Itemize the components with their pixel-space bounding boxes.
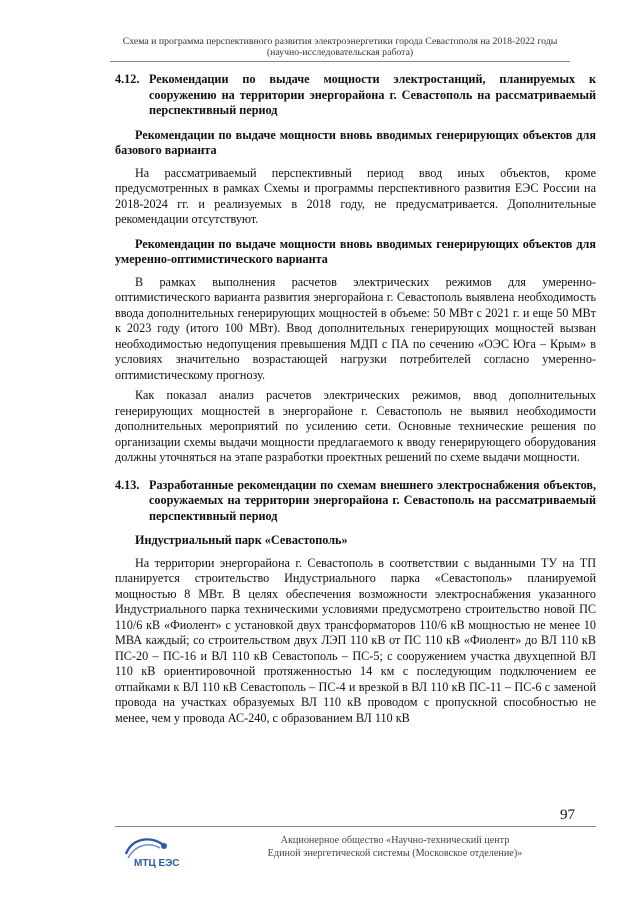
header-title: Схема и программа перспективного развития электроэнергетики города Севастополя на 2018-2022 годы — [122, 36, 558, 47]
paragraph: В рамках выполнения расчетов электрических режимов для умеренно-оптимистического варианта развития энергорайона г. Севастополь выявлена необходимость ввода дополнительных генерирующих мощностей в объеме: 50 МВт с 2021 г. и еще 50 МВт к 2023 году (итого 100 МВт). Ввод дополнительных генерирующих мощностей вызван необходимостью недопущения превышения МДП с ПА по сечению «ОЭС Юга – Крым» в условиях значительно возрастающей нагрузки потребителей согласно умеренно-оптимистическому прогнозу. — [115, 274, 596, 382]
subsection-heading: Рекомендации по выдаче мощности вновь вводимых генерирующих объектов для умеренно-оптимистического варианта — [115, 236, 596, 266]
subsection-heading: Индустриальный парк «Севастополь» — [135, 533, 348, 547]
logo-emblem-icon — [120, 832, 190, 872]
page-content — [115, 72, 596, 731]
header-divider — [110, 61, 570, 62]
footer-organization — [205, 834, 585, 860]
company-logo — [120, 832, 190, 872]
header-subtitle: (научно-исследовательская работа) — [266, 47, 414, 58]
paragraph: На территории энергорайона г. Севастополь в соответствии с выданными ТУ на ТП планируется строительство Индустриального парка «Севастополь» планируемой мощностью 8 МВт. В целях обеспечения возможности электроснабжения указанного Индустриального парка техническими условиями предусмотрено строительство новой ПС 110/6 кВ «Фиолент» с установкой двух трансформаторов 110/6 кВ мощностью не менее 10 МВА каждый; со строительством двух ЛЭП 110 кВ от ПС 110 кВ «Фиолент» до ВЛ 110 кВ ПС-20 – ПС-16 и ВЛ 110 кВ Севастополь – ПС-5; с сооружением участка двухцепной ВЛ 110 кВ ориентировочной протяженностью 14 км с последующим подключением ее отпайками к ВЛ 110 кВ Севастополь – ПС-4 и врезкой в ВЛ 110 кВ ПС-11 – ПС-6 с заменой провода на участках образуемых ВЛ 110 кВ проводом с пропускной способностью не менее, чем у провода АС-240, с образованием ВЛ 110 кВ — [115, 555, 596, 725]
section-title: Рекомендации по выдаче мощности электростанций, планируемых к сооружению на территории энергорайона г. Севастополь на рассматриваемый перспективный период — [149, 72, 596, 117]
section-number: 4.12. — [115, 72, 140, 86]
subsection-heading: Рекомендации по выдаче мощности вновь вводимых генерирующих объектов для базового варианта — [115, 127, 596, 157]
logo-text: МТЦ ЕЭС — [134, 858, 180, 869]
section-heading-4-13 — [115, 478, 596, 525]
page-number: 97 — [560, 807, 575, 823]
paragraph: Как показал анализ расчетов электрических режимов, ввод дополнительных генерирующих мощностей в энергорайоне г. Севастополь не выявил необходимости дополнительных мероприятий по усилению сети. Основные технические решения по организации схемы выдачи мощности предлагаемого к вводу генерирующего оборудования должны уточняться на этапе разработки проектных решений по схеме выдачи мощности. — [115, 388, 596, 464]
footer-line: Единой энергетической системы (Московское отделение)» — [267, 848, 523, 859]
footer-line: Акционерное общество «Научно-технический центр — [280, 835, 510, 846]
footer-divider — [115, 826, 596, 827]
section-heading-4-12 — [115, 72, 596, 119]
section-number: 4.13. — [115, 477, 140, 492]
section-title: Разработанные рекомендации по схемам внешнего электроснабжения объектов, сооружаемых на территории энергорайона г. Севастополь на рассматриваемый перспективный период — [149, 477, 596, 523]
running-header — [110, 36, 570, 58]
paragraph: На рассматриваемый перспективный период ввод иных объектов, кроме предусмотренных в рамках Схемы и программы перспективного развития ЕЭС России на 2018-2024 гг. и реализуемых в 2018 году, не предусматривается. Дополнительные рекомендации отсутствуют. — [115, 165, 596, 226]
